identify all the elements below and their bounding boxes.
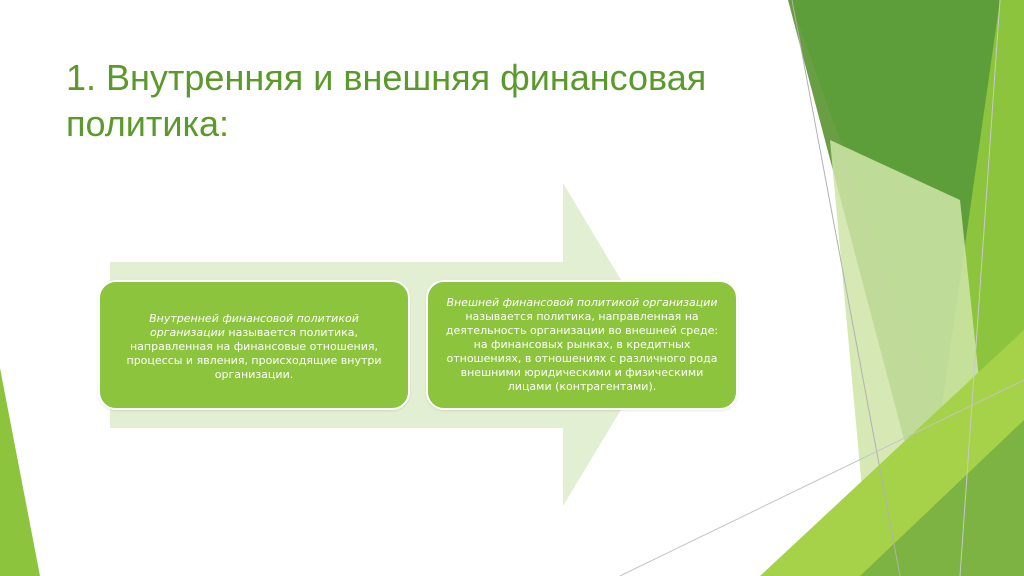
left-green-triangle xyxy=(0,368,40,576)
slide-title-line-1: 1. Внутренняя и внешняя финансовая xyxy=(66,57,707,98)
internal-policy-term: Внутренней финансовой политикой организации xyxy=(149,312,359,339)
external-policy-definition: называется политика, направленная на деятельность организации во внешней среде: на финансовых рынках, в кредитных отношениях, в отношениях с различного рода внешними юридическими и физическими лицами (контрагентами). xyxy=(445,310,719,393)
internal-policy-box xyxy=(98,280,410,410)
external-policy-term: Внешней финансовой политикой организации xyxy=(446,296,718,309)
slide-title xyxy=(66,55,786,147)
slide-title-line-2: политика: xyxy=(66,103,230,144)
external-policy-box xyxy=(426,280,738,410)
internal-policy-definition: называется политика, направленная на финансовые отношения, процессы и явления, происходящие внутри организации. xyxy=(126,326,382,381)
